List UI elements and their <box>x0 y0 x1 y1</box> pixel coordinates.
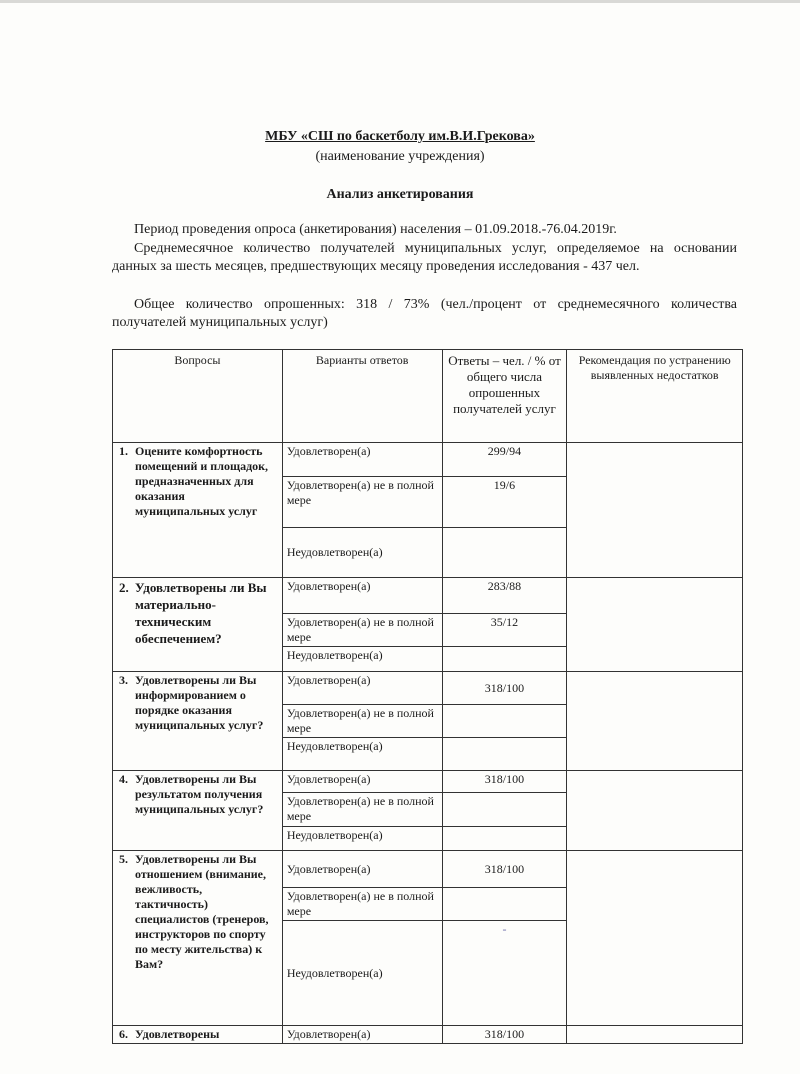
answer-option: Неудовлетворен(а) <box>282 528 442 578</box>
page-edge <box>0 0 800 3</box>
question-number: 6. <box>119 1027 128 1041</box>
answer-option: Удовлетворен(а) <box>282 851 442 888</box>
recommendation-cell <box>567 1026 743 1044</box>
question-number: 3. <box>119 673 128 687</box>
answer-value <box>442 738 567 771</box>
answer-value: 318/100 <box>442 1026 567 1044</box>
survey-period-text: Период проведения опроса (анкетирования) населения – 01.09.2018.-76.04.2019г. <box>134 222 617 237</box>
surveyed-count-text: Общее количество опрошенных: 318 / 73% (чел./процент от среднемесячного количества получателей муниципальных услуг) <box>112 297 737 330</box>
question-number: 5. <box>119 852 128 866</box>
organization-caption: (наименование учреждения) <box>315 149 485 164</box>
table-row <box>113 771 743 793</box>
header-questions: Вопросы <box>113 350 283 443</box>
answer-option: Неудовлетворен(а) <box>282 647 442 672</box>
document-title: Анализ анкетирования <box>326 187 474 202</box>
answer-option: Удовлетворен(а) не в полной мере <box>282 793 442 827</box>
answer-option: Удовлетворен(а) не в полной мере <box>282 705 442 738</box>
monthly-recipients-text: Среднемесячное количество получателей муниципальных услуг, определяемое на основании данных за шесть месяцев, предшествующих месяцу проведения исследования - 437 чел. <box>112 241 737 274</box>
question-text: Удовлетворены ли Вы информированием о порядке оказания муниципальных услуг? <box>135 673 264 732</box>
answer-value: 318/100 <box>442 771 567 793</box>
table-row <box>113 443 743 477</box>
question-text: Оцените комфортность помещений и площадок, предназначенных для оказания муниципальных услуг <box>135 444 269 518</box>
answer-option: Неудовлетворен(а) <box>282 827 442 851</box>
question-text: Удовлетворены ли Вы отношением (внимание, вежливость, тактичность) специалистов (тренеров, инструкторов по спорту по месту жительства) к Вам? <box>135 852 269 971</box>
question-number: 1. <box>119 444 128 458</box>
header-recommendations: Рекомендация по устранению выявленных недостатков <box>567 350 743 443</box>
answer-value <box>442 827 567 851</box>
answer-option: Удовлетворен(а) <box>282 578 442 614</box>
answer-option: Удовлетворен(а) <box>282 1026 442 1044</box>
question-number: 4. <box>119 772 128 786</box>
question-cell <box>113 771 283 851</box>
table-row <box>113 1026 743 1044</box>
table-row <box>113 672 743 705</box>
answer-value: 299/94 <box>442 443 567 477</box>
question-text: Удовлетворены <box>135 1027 220 1041</box>
monthly-recipients <box>112 240 737 276</box>
table-header-row <box>113 350 743 443</box>
header-answer-counts: Ответы – чел. / % от общего числа опрошенных получателей услуг <box>442 350 567 443</box>
question-cell <box>113 672 283 771</box>
answer-value <box>442 793 567 827</box>
answer-value: 318/100 <box>442 672 567 705</box>
question-cell <box>113 443 283 578</box>
answer-option: Удовлетворен(а) <box>282 443 442 477</box>
recommendation-cell <box>567 672 743 771</box>
recommendation-cell <box>567 851 743 1026</box>
answer-value <box>442 888 567 921</box>
answer-value <box>442 647 567 672</box>
answer-option: Удовлетворен(а) не в полной мере <box>282 888 442 921</box>
table-row <box>113 851 743 888</box>
answer-option: Неудовлетворен(а) <box>282 738 442 771</box>
answer-option: Удовлетворен(а) не в полной мере <box>282 614 442 647</box>
recommendation-cell <box>567 443 743 578</box>
answer-value: 318/100 <box>442 851 567 888</box>
answer-value: 35/12 <box>442 614 567 647</box>
answer-value <box>442 528 567 578</box>
organization-name: МБУ «СШ по баскетболу им.В.И.Грекова» <box>265 129 535 144</box>
surveyed-count <box>112 296 737 332</box>
answer-value: 19/6 <box>442 477 567 528</box>
answer-value <box>442 705 567 738</box>
table-row <box>113 578 743 614</box>
recommendation-cell <box>567 578 743 672</box>
question-cell <box>113 1026 283 1044</box>
recommendation-cell <box>567 771 743 851</box>
survey-period <box>112 221 737 239</box>
question-text: Удовлетворены ли Вы материально-техническим обеспечением? <box>135 580 267 646</box>
answer-option: Удовлетворен(а) <box>282 771 442 793</box>
question-cell <box>113 578 283 672</box>
answer-option: Удовлетворен(а) <box>282 672 442 705</box>
question-text: Удовлетворены ли Вы результатом получения муниципальных услуг? <box>135 772 264 816</box>
survey-table <box>112 349 743 1044</box>
header-answer-options: Варианты ответов <box>282 350 442 443</box>
answer-option: Неудовлетворен(а) <box>282 921 442 1026</box>
answer-value: 283/88 <box>442 578 567 614</box>
question-cell <box>113 851 283 1026</box>
question-number: 2. <box>119 580 129 595</box>
answer-value: - <box>442 921 567 1026</box>
answer-option: Удовлетворен(а) не в полной мере <box>282 477 442 528</box>
